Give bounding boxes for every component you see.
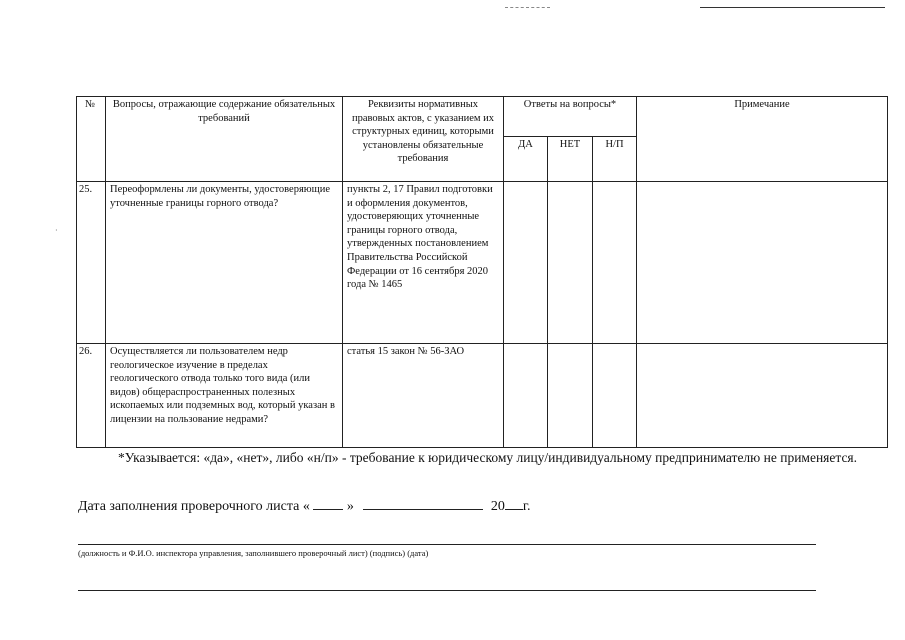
year-field[interactable] (505, 497, 523, 510)
header-answers: Ответы на вопросы* (504, 97, 637, 137)
answer-no-cell[interactable] (548, 344, 593, 448)
year-suffix: г. (522, 499, 531, 514)
row-question: Осуществляется ли пользователем недр геологическое изучение в пределах геологического отвода только того вида (или видов) общераспространенных полезных ископаемых или подземных вод, который указан в лицензии на пользование недрами? (106, 344, 343, 448)
answer-na-cell[interactable] (593, 344, 637, 448)
header-na: Н/П (593, 137, 637, 182)
checklist-table (76, 96, 888, 448)
date-label: Дата заполнения проверочного листа « (78, 499, 310, 514)
header-row (77, 97, 888, 137)
note-cell[interactable] (637, 344, 888, 448)
header-no: НЕТ (548, 137, 593, 182)
note-cell[interactable] (637, 182, 888, 344)
header-num: № (77, 97, 106, 182)
answer-yes-cell[interactable] (504, 182, 548, 344)
row-requisites: пункты 2, 17 Правил подготовки и оформления документов, удостоверяющих уточненные границы горного отвода, утвержденных постановлением Правительства Российской Федерации от 16 сентября 2020 года № 1465 (343, 182, 504, 344)
margin-mark: · (55, 226, 58, 235)
row-requisites: статья 15 закон № 56-ЗАО (343, 344, 504, 448)
month-field[interactable] (363, 497, 483, 510)
header-note: Примечание (637, 97, 888, 182)
row-num: 26. (77, 344, 106, 448)
header-yes: ДА (504, 137, 548, 182)
date-close-quote: » (346, 499, 354, 514)
answer-na-cell[interactable] (593, 182, 637, 344)
top-dashed-line (505, 7, 550, 8)
date-line (78, 497, 531, 515)
signature-caption: (должность и Ф.И.О. инспектора управления, заполнившего проверочный лист) (подпись) (дата) (78, 548, 429, 558)
answer-no-cell[interactable] (548, 182, 593, 344)
row-num: 25. (77, 182, 106, 344)
answer-yes-cell[interactable] (504, 344, 548, 448)
header-requisites: Реквизиты нормативных правовых актов, с указанием их структурных единиц, которыми установлены обязательные требования (343, 97, 504, 182)
top-rule (700, 7, 885, 8)
year-prefix: 20 (490, 499, 505, 514)
row-question: Переоформлены ли документы, удостоверяющие уточненные границы горного отвода? (106, 182, 343, 344)
signature-line[interactable] (78, 544, 816, 545)
table-row (77, 344, 888, 448)
bottom-rule (78, 590, 816, 591)
day-field[interactable] (313, 497, 343, 510)
table-row (77, 182, 888, 344)
header-question: Вопросы, отражающие содержание обязательных требований (106, 97, 343, 182)
footnote: *Указывается: «да», «нет», либо «н/п» - требование к юридическому лицу/индивидуальному предпринимателю не применяется. (118, 450, 858, 465)
